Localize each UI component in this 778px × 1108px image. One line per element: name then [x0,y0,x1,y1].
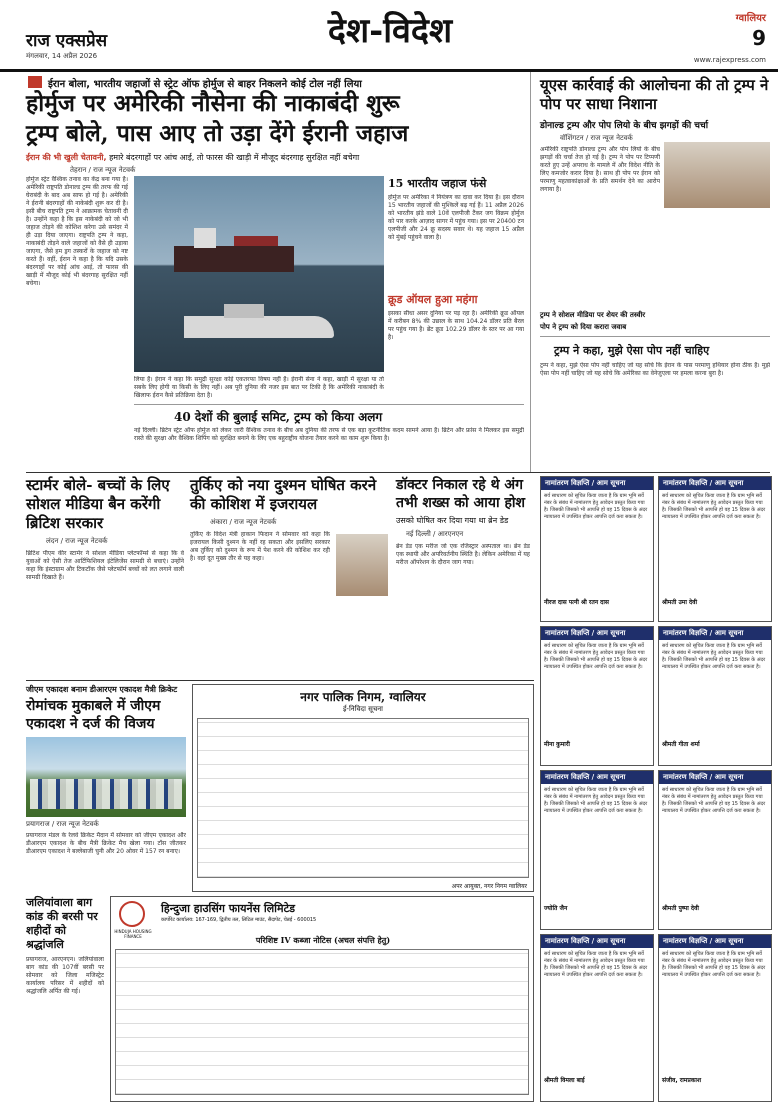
patrol-boat-cabin [224,304,264,318]
notice-body: सर्व साधारण को सूचित किया जाता है कि ग्राम भूमि सर्वे नंबर के संबंध में नामांतरण हेतु आवेदन प्रस्तुत किया गया है। जिसकी जिसको भी आपत्ति हो वह 15 दिवस के अंदर न्यायालय में उपस्थित होकर आपत्ति दर्ज करा सकता है। [662,493,766,520]
tanker-deck [234,236,278,246]
starmer-story [26,476,184,676]
notice-footer: संजीव, रामप्रकाश [662,1077,702,1084]
cricket-body: प्रयागराज मंडल के रेलवे क्रिकेट मैदान में सोमवार को जीएम एकादश और डीआरएम एकादश के बीच मैत्री क्रिकेट मैच खेला गया। टॉस जीतकर डीआरएम एकादश ने बल्लेबाजी चुनी और 20 ओवर में 157 रन बनाए। [26,832,186,855]
hinduja-notice [110,896,534,1102]
ship-photo [134,176,384,372]
lead-headline-2: ट्रम्प बोले, पास आए तो उड़ा देंगे ईरानी जहाज [26,120,409,147]
box-ships-body: होर्मुज पर अमेरिका ने नियंत्रण का दावा कर दिया है। इस दौरान 15 भारतीय जहाजों की मुश्किलें बढ़ गई हैं। 11 अप्रैल 2026 को भारतीय झंडे वाले 10वें एलपीजी टैंकर जग विक्रम होर्मुज को पार करके आज़ाद सागर में पहुंच गया। इस पर 20400 टन एलपीजी और 24 क्रू सदस्य सवार थे। यह जहाज 15 अप्रैल को मुंबई पहुंचने वाला है। [388,194,524,241]
notice-footer: नीरज दास पत्नी श्री रतन दास [544,599,609,606]
hinduja-name: हिन्दुजा हाउसिंग फायनेंस लिमिटेड [161,902,296,915]
edition-name: ग्वालियर [735,13,766,24]
cricket-team-photo [26,737,186,817]
page-number: 9 [752,26,766,50]
lead-byline: तेहरान / राज न्यूज नेटवर्क [70,166,136,174]
box-oil-body: इसका सीधा असर दुनिया पर पड़ रहा है। अमेरिकी क्रूड ऑयल में करीबन 8% की उछाल के साथ 104.24 डॉलर प्रति बैरल पर पहुंच गया है। ब्रेंट क्रूड 102.29 डॉलर के स्तर पर आ गया है। [388,310,524,341]
lead-body: होर्मुज स्ट्रेट वैश्विक तनाव का केंद्र बना गया है। अमेरिकी राष्ट्रपति डोनाल्ड ट्रम्प की तरफ की गई घेराबंदी के बाद अब साफ हो गई है। अमेरिकी ने ईरानी बंदरगाहों की नाकेबंदी शुरू कर दी है। इसी बीच राष्ट्रपति ट्रम्प ने आक्रामक चेतावनी दी है। उन्होंने कहा है कि इस नाकेबंदी को जो भी जहाज तोड़ने की कोशिश करेगा उसे समंदर में ही उड़ा दिया जाएगा। राष्ट्रपति ट्रम्प ने कहा, नाकाबंदी तोड़ने वाले जहाजों को वैसे ही उड़ाया जाएगा, जैसे हम ड्रग तस्करों के जहाज को नष्ट करते हैं। वहीं, ईरान ने कहा है कि यदि उसके बंदरगाहों पर कोई आंच आई, तो फारस की खाड़ी में मौजूद कोई भी बंदरगाह सुरक्षित नहीं बचेगा। [26,176,128,287]
website-url: www.rajexpress.com [693,56,766,64]
notice-footer: श्रीमती गीता शर्मा [662,741,700,748]
notice-box-6 [658,770,772,930]
notice-header: नामांतरण विज्ञप्ति / आम सूचना [541,935,653,948]
notice-footer: श्रीमती उमा देवी [662,599,698,606]
nagar-nigam-footer: अपर आयुक्त, नगर निगम ग्वालियर [451,883,527,890]
notice-header: नामांतरण विज्ञप्ति / आम सूचना [659,627,771,640]
section-title: देश-विदेश [327,11,453,51]
notice-body: सर्व साधारण को सूचित किया जाता है कि ग्राम भूमि सर्वे नंबर के संबंध में नामांतरण हेतु आवेदन प्रस्तुत किया गया है। जिसकी जिसको भी आपत्ति हो वह 15 दिवस के अंदर न्यायालय में उपस्थित होकर आपत्ति दर्ज करा सकता है। [544,493,648,520]
notice-box-1 [540,476,654,622]
notices-area [540,476,772,1104]
starmer-byline: लंदन / राज न्यूज नेटवर्क [46,537,108,545]
hinduja-logo-icon [119,901,145,927]
notice-footer: श्रीमती विमला बाई [544,1077,585,1084]
notice-header: नामांतरण विज्ञप्ति / आम सूचना [541,627,653,640]
kicker-marker [28,76,42,88]
turkey-body: तुर्किए के विदेश मंत्री हाकान फिदान ने सोमवार को कहा कि इजरायल किसी दुश्मन के नहीं रह सकता और इसलिए सरकार अब तुर्किए को दुश्मन के रूप में पेश करने की कोशिश कर रही है। वहां दूत मुख्य तौर से यह कहा। [190,531,330,562]
doctor-story [396,476,530,676]
turkey-byline: अंकारा / राज न्यूज नेटवर्क [210,518,277,526]
turkey-minister-photo [336,534,388,596]
meet40-story [134,404,524,468]
cricket-byline: प्रयागराज / राज न्यूज नेटवर्क [26,820,99,828]
box-ships-title: 15 भारतीय जहाज फंसे [388,177,487,190]
trump-inline1-title: ट्रम्प ने सोशल मीडिया पर शेयर की तस्वीर [540,310,646,319]
trump-inline2-title: पोप ने ट्रम्प को दिया करारा जवाब [540,322,627,331]
row-divider-2 [26,680,534,681]
paper-name: राज एक्सप्रेस [26,31,108,51]
notice-header: नामांतरण विज्ञप्ति / आम सूचना [541,477,653,490]
jallianwala-body: प्रयागराज, आरएनएन। जलियांवाला बाग कांड की 107वीं बरसी पर सोमवार को जिला मजिस्ट्रेट कार्यालय परिसर में शहीदों को श्रद्धांजलि अर्पित की गई। [26,956,104,995]
cricket-story [26,684,186,884]
doctor-body: ब्रेन डेड एक मरीज जो एक रजिस्ट्रार अस्पताल था। ब्रेन डेड एक स्थायी और अपरिवर्तनीय स्थिति है। लेकिन अमेरिका में यह मरीज ऑपरेशन के दौरान जाग गया। [396,543,530,566]
doctor-headline: डॉक्टर निकाल रहे थे अंग तभी शख्स को आया होश [396,477,526,511]
notice-box-7 [540,934,654,1102]
team-players [30,779,182,809]
trump-pope-headline: यूएस कार्रवाई की आलोचना की तो ट्रम्प ने पोप पर साधा निशाना [540,76,769,113]
box-oil [388,292,524,402]
hinduja-address: कार्पोरेट कार्यालय: 167-169, द्वितीय तल, लिटिल माउंट, सैदापेट, चेन्नई - 600015 [161,917,317,923]
lead-subline-rest: हमारे बंदरगाहों पर आंच आई, तो फारस की खाड़ी में मौजूद बंदरगाह सुरक्षित नहीं बचेगा [109,153,360,162]
notice-header: नामांतरण विज्ञप्ति / आम सूचना [541,771,653,784]
box-ships [388,176,524,288]
notice-body: सर्व साधारण को सूचित किया जाता है कि ग्राम भूमि सर्वे नंबर के संबंध में नामांतरण हेतु आवेदन प्रस्तुत किया गया है। जिसकी जिसको भी आपत्ति हो वह 15 दिवस के अंदर न्यायालय में उपस्थित होकर आपत्ति दर्ज करा सकता है। [544,951,648,978]
paper-date: मंगलवार, 14 अप्रैल 2026 [26,52,98,60]
column-divider [530,72,531,472]
lead-headline-1: होर्मुज पर अमेरिकी नौसेना की नाकाबंदी शुरू [26,90,400,117]
lead-kicker: ईरान बोला, भारतीय जहाजों से स्ट्रेट ऑफ होर्मुज से बाहर निकलने कोई टोल नहीं लिया [48,79,362,90]
trump-pope-subhead: डोनाल्ड ट्रम्प और पोप लियो के बीच झगड़ों की चर्चा [540,121,709,131]
notice-header: नामांतरण विज्ञप्ति / आम सूचना [659,477,771,490]
doctor-subhead: उसको घोषित कर दिया गया था ब्रेन डेड [396,516,509,525]
notice-body: सर्व साधारण को सूचित किया जाता है कि ग्राम भूमि सर्वे नंबर के संबंध में नामांतरण हेतु आवेदन प्रस्तुत किया गया है। जिसकी जिसको भी आपत्ति हो वह 15 दिवस के अंदर न्यायालय में उपस्थित होकर आपत्ति दर्ज करा सकता है। [662,951,766,978]
trump-box [540,336,770,466]
photo-caption: लिया है। ईरान ने कहा कि समुद्री सुरक्षा कोई एकतरफा विषय नहीं है। ईरानी सेना ने कहा, खाड़ी में सुरक्षा या तो सबके लिए होगी या किसी के लिए नहीं। अब पूरी दुनिया की नजर इस बात पर टिकी है कि अमेरिकी नाकाबंदी के खिलाफ ईरान कैसे प्रतिक्रिया देता है। [134,376,384,399]
notice-body: सर्व साधारण को सूचित किया जाता है कि ग्राम भूमि सर्वे नंबर के संबंध में नामांतरण हेतु आवेदन प्रस्तुत किया गया है। जिसकी जिसको भी आपत्ति हो वह 15 दिवस के अंदर न्यायालय में उपस्थित होकर आपत्ति दर्ज करा सकता है। [662,787,766,814]
lead-subline [26,152,526,163]
trump-box-body: ट्रम्प ने कहा, मुझे ऐसा पोप नहीं चाहिए जो यह सोचे कि ईरान के पास परमाणु हथियार होना ठीक है। मुझे ऐसा पोप नहीं चाहिए जो यह सोचे कि अमेरिका का वेनेजुएला पर हमला करना बुरा है। [540,362,770,377]
notice-footer: ज्योति जैन [544,905,568,912]
jallianwala-story [26,896,104,1102]
notice-box-8 [658,934,772,1102]
notice-box-4 [658,626,772,766]
doctor-byline: नई दिल्ली / आरएनएन [406,530,464,538]
hinduja-logo-text: HINDUJA HOUSING FINANCE [114,929,152,939]
nagar-nigam-notice [192,684,534,892]
trump-pope-body: अमेरिकी राष्ट्रपति डोनाल्ड ट्रम्प और पोप लियो के बीच झगड़ों की चर्चा तेज हो गई है। ट्रम्प ने पोप पर टिप्पणी करते हुए उन्हें अपराध के मामले में और विदेश नीति के लिए कमजोर करार दिया है। साथ ही पोप पर ईरान को परमाणु महत्वाकांक्षाओं के प्रति समर्थन देने का आरोप लगाया है। [540,146,660,193]
box-oil-title: क्रूड ऑयल हुआ महंगा [388,293,478,306]
hinduja-notice-title: परिशिष्ट IV कब्जा नोटिस (अचल संपत्ति हेतु) [255,935,391,945]
starmer-body: ब्रिटिश पीएम कीर स्टार्मर ने सोशल मीडिया प्लेटफॉर्म्स से कहा कि वे युवाओं को ऐसी तेज आर्टिफिशियल इंटेलिजेंस सामग्री से बचाएं। उन्होंने कहा कि इंस्टाग्राम और टिकटॉक जैसे प्लेटफॉर्म बच्चों को लत लगाने वाली सामग्री दिखाते हैं। [26,550,184,581]
notice-body: सर्व साधारण को सूचित किया जाता है कि ग्राम भूमि सर्वे नंबर के संबंध में नामांतरण हेतु आवेदन प्रस्तुत किया गया है। जिसकी जिसको भी आपत्ति हो वह 15 दिवस के अंदर न्यायालय में उपस्थित होकर आपत्ति दर्ज करा सकता है। [662,643,766,670]
masthead [0,0,778,72]
notice-footer: मीना कुमारी [544,741,570,748]
notice-box-2 [658,476,772,622]
meet40-body: नई दिल्ली। ब्रिटेन स्ट्रेट ऑफ होर्मुज को लेकर जारी वैश्विक तनाव के बीच अब दुनिया की तरफ से एक बड़ा कूटनीतिक कदम सामने आया है। ब्रिटेन और फ्रांस ने मिलकर इस समुद्री रास्ते की सुरक्षा और वैश्विक शिपिंग को सुरक्षित बनाने के लिए एक बहुराष्ट्रीय योजना तैयार करने का काम शुरू किया है। [134,427,524,442]
notice-box-5 [540,770,654,930]
hinduja-table [115,949,529,1095]
tanker-bridge [194,228,216,248]
turkey-headline: तुर्किए को नया दुश्मन घोषित करने की कोशिश में इजरायल [190,476,377,513]
notice-header: नामांतरण विज्ञप्ति / आम सूचना [659,935,771,948]
cricket-headline: रोमांचक मुकाबले में जीएम एकादश ने दर्ज की विजय [26,698,161,732]
tanker-hull [174,246,294,272]
patrol-boat [184,316,334,338]
starmer-headline: स्टार्मर बोले- बच्चों के लिए सोशल मीडिया बैन करेंगी ब्रिटिश सरकार [26,476,170,532]
row-divider [26,472,770,473]
notice-header: नामांतरण विज्ञप्ति / आम सूचना [659,771,771,784]
notice-body: सर्व साधारण को सूचित किया जाता है कि ग्राम भूमि सर्वे नंबर के संबंध में नामांतरण हेतु आवेदन प्रस्तुत किया गया है। जिसकी जिसको भी आपत्ति हो वह 15 दिवस के अंदर न्यायालय में उपस्थित होकर आपत्ति दर्ज करा सकता है। [544,787,648,814]
trump-box-title: ट्रम्प ने कहा, मुझे ऐसा पोप नहीं चाहिए [554,344,710,357]
notice-box-3 [540,626,654,766]
notice-body: सर्व साधारण को सूचित किया जाता है कि ग्राम भूमि सर्वे नंबर के संबंध में नामांतरण हेतु आवेदन प्रस्तुत किया गया है। जिसकी जिसको भी आपत्ति हो वह 15 दिवस के अंदर न्यायालय में उपस्थित होकर आपत्ति दर्ज करा सकता है। [544,643,648,670]
cricket-kicker: जीएम एकादश बनाम डीआरएम एकादश मैत्री क्रिकेट [26,685,178,694]
trump-pope-photo [664,142,770,208]
meet40-headline: 40 देशों की बुलाई समिट, ट्रम्प को किया अलग [174,410,383,424]
lead-subline-red: ईरान की भी खुली चेतावनी, [26,153,107,162]
nagar-nigam-subtitle: ई-निविदा सूचना [343,705,383,713]
turkey-story [190,476,390,676]
tender-table [197,718,529,878]
trump-pope-byline: वॉशिंगटन / राज न्यूज नेटवर्क [560,134,633,142]
notice-footer: श्रीमती पुष्पा देवी [662,905,699,912]
nagar-nigam-title: नगर पालिक निगम, ग्वालियर [300,690,426,704]
jallianwala-headline: जलियांवाला बाग कांड की बरसी पर शहीदों को श्रद्धांजलि [26,896,98,951]
